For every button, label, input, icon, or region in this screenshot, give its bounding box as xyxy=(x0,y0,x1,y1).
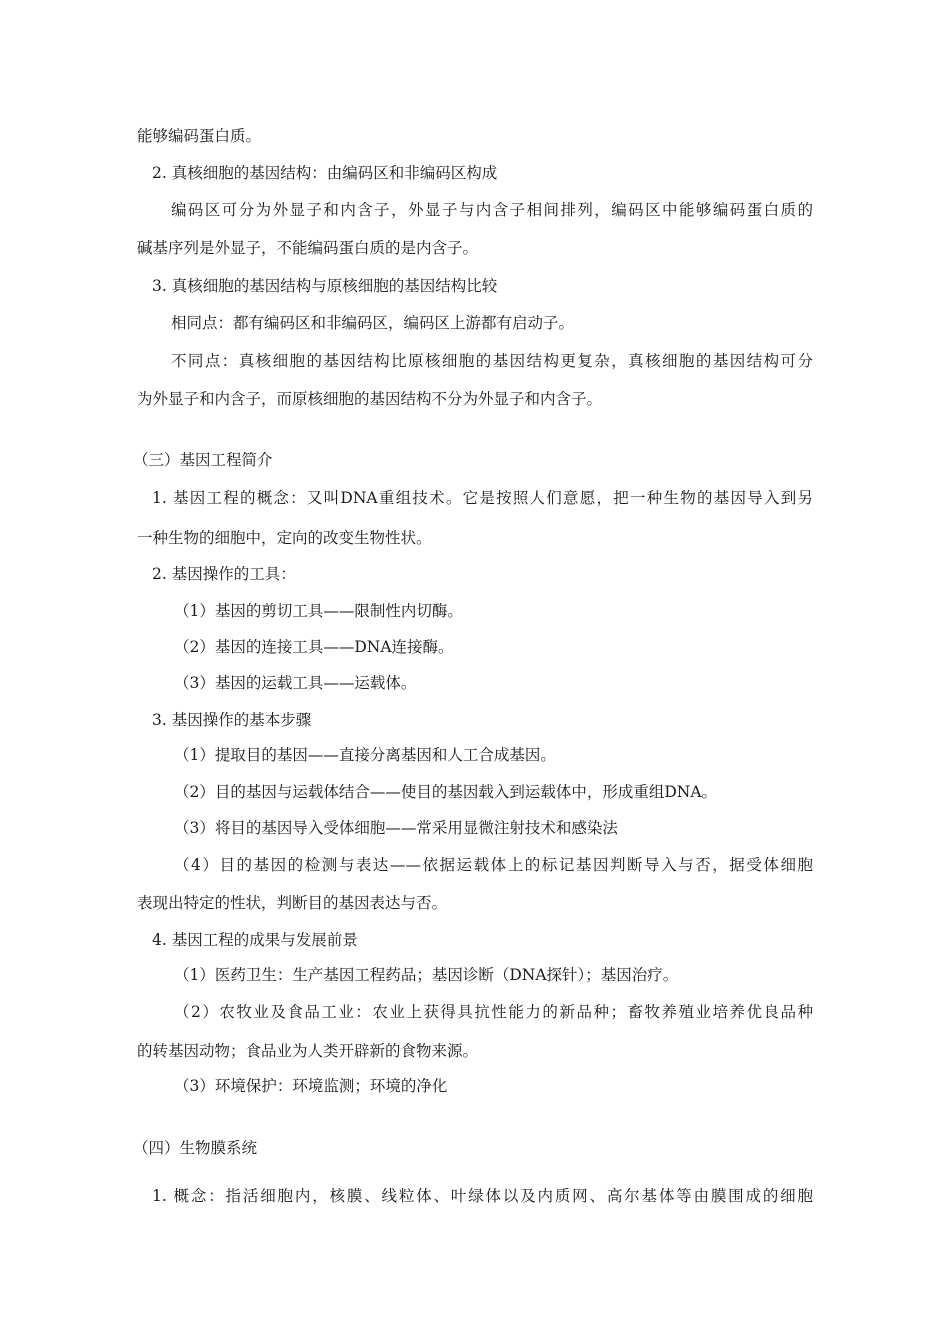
numbered-heading: 2. 真核细胞的基因结构：由编码区和非编码区构成 xyxy=(152,164,498,182)
numbered-heading: 4. 基因工程的成果与发展前景 xyxy=(152,931,358,949)
list-item: （1）医药卫生：生产基因工程药品；基因诊断（DNA探针）；基因治疗。 xyxy=(174,966,679,984)
text-line: 为外显子和内含子，而原核细胞的基因结构不分为外显子和内含子。 xyxy=(137,390,603,408)
list-item: （3）将目的基因导入受体细胞——常采用显微注射技术和感染法 xyxy=(174,819,618,837)
text-line: 相同点：都有编码区和非编码区，编码区上游都有启动子。 xyxy=(171,314,575,332)
list-item: （3）基因的运载工具——运载体。 xyxy=(174,674,417,692)
text-line: 不同点：真核细胞的基因结构比原核细胞的基因结构更复杂，真核细胞的基因结构可分 xyxy=(171,352,813,370)
section-heading: （四）生物膜系统 xyxy=(133,1139,258,1157)
text-line: 表现出特定的性状，判断目的基因表达与否。 xyxy=(137,894,448,912)
numbered-heading: 2. 基因操作的工具： xyxy=(152,565,296,583)
list-item: （4）目的基因的检测与表达——依据运载体上的标记基因判断导入与否，据受体细胞 xyxy=(174,856,813,874)
list-item: （2）基因的连接工具——DNA连接酶。 xyxy=(174,638,454,656)
numbered-heading: 1. 概念：指活细胞内，核膜、线粒体、叶绿体以及内质网、高尔基体等由膜围成的细胞 xyxy=(152,1187,813,1205)
numbered-heading: 3. 基因操作的基本步骤 xyxy=(152,711,312,729)
text-line: 的转基因动物；食品业为人类开辟新的食物来源。 xyxy=(137,1042,479,1060)
text-line: 编码区可分为外显子和内含子，外显子与内含子相间排列，编码区中能够编码蛋白质的 xyxy=(171,201,813,219)
list-item: （2）目的基因与运载体结合——使目的基因载入到运载体中，形成重组DNA。 xyxy=(174,783,718,801)
list-item: （3）环境保护：环境监测；环境的净化 xyxy=(174,1077,448,1095)
numbered-heading: 3. 真核细胞的基因结构与原核细胞的基因结构比较 xyxy=(152,277,498,295)
text-line: 能够编码蛋白质。 xyxy=(137,127,262,145)
text-line: 碱基序列是外显子，不能编码蛋白质的是内含子。 xyxy=(137,239,479,257)
text-line: 一种生物的细胞中，定向的改变生物性状。 xyxy=(137,529,432,547)
list-item: （1）提取目的基因——直接分离基因和人工合成基因。 xyxy=(174,746,556,764)
list-item: （2）农牧业及食品工业：农业上获得具抗性能力的新品种；畜牧养殖业培养优良品种 xyxy=(174,1003,813,1021)
numbered-heading: 1. 基因工程的概念：又叫DNA重组技术。它是按照人们意愿，把一种生物的基因导入到另 xyxy=(152,489,813,507)
section-heading: （三）基因工程简介 xyxy=(133,451,273,469)
list-item: （1）基因的剪切工具——限制性内切酶。 xyxy=(174,602,463,620)
